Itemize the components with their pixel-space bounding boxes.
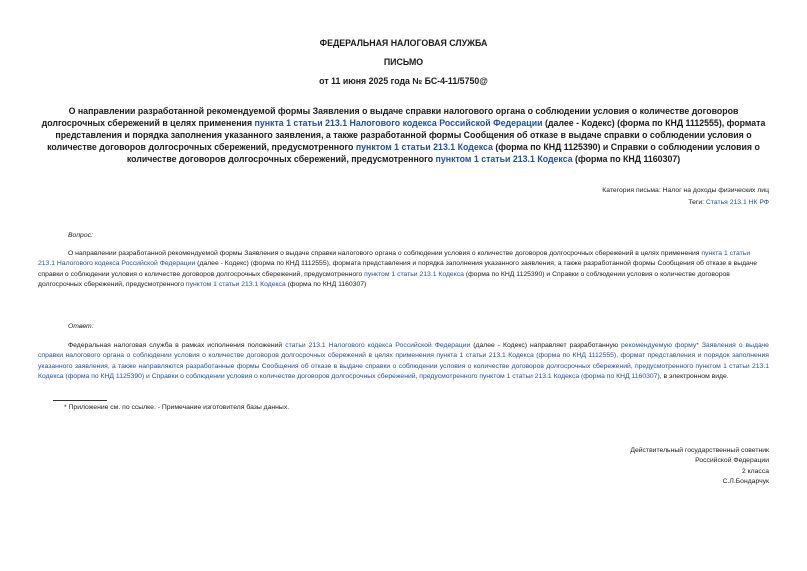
signature-block [630, 446, 769, 488]
answer-link-article-213-1-nk[interactable]: статьи 213.1 Налогового кодекса Российской Федерации [285, 342, 471, 349]
title-text: (форма по КНД 1160307) [572, 154, 681, 164]
question-link-article-213-1[interactable]: пунктом 1 статьи 213.1 Кодекса [364, 270, 464, 278]
footnote-divider [53, 400, 107, 401]
title-link-article-213-1[interactable]: пунктом 1 статьи 213.1 Кодекса [435, 154, 573, 164]
answer-link-recommended-form[interactable]: рекомендуемую форму* Заявления о выдаче справки налогового органа о соблюдении условия о количестве договоров долгосрочных сбережений в целях применения пункта 1 статьи 213.1 Кодекса (форма по КНД 1112555), формат представления и порядок заполнения указанного заявления, а также направляются разработанные формы Сообщения об отказе в выдаче справки о соблюдении условия о количестве договоров долгосрочных сбережений, предусмотренного пунктом 1 статьи 213.1 Кодекса (форма по КНД 1125390) и Справки о соблюдении условия о количестве договоров долгосрочных сбережений, предусмотренного пунктом 1 статьи 213.1 Кодекса (форма по КНД 1160307) [38, 342, 769, 380]
answer-text-part: Федеральная налоговая служба в рамках исполнения положений [68, 342, 286, 349]
title-text: (далее - Кодекс) (форма по КНД 1112555), формата представления и порядка заполнения указанного заявления, а также разработанной формы Сообщения об отказе в выдаче справки о соблюдении условия о количестве договоров долгосрочных сбережений, предусмотренного [47, 118, 766, 152]
title-text: О направлении разработанной рекомендуемой формы Заявления о выдаче справки налогового органа о соблюдении условия о количестве договоров долгосрочных сбережений в целях применения [41, 106, 739, 128]
signatory-name: С.Л.Бондарчук [722, 478, 769, 486]
question-text-part: (форма по КНД 1125390) и Справки о соблюдении условия о количестве договоров долгосрочных сбережений, предусмотренного [38, 270, 730, 288]
agency-name: ФЕДЕРАЛЬНАЯ НАЛОГОВАЯ СЛУЖБА [319, 38, 488, 48]
title-link-article-213-1[interactable]: пунктом 1 статьи 213.1 Кодекса [355, 142, 493, 152]
question-text-part: (форма по КНД 1160307) [285, 280, 367, 288]
answer-label: Ответ: [68, 323, 94, 330]
footnote: * Приложение см. по ссылке. - Примечание изготовителя базы данных. [64, 404, 290, 411]
question-text-part: О направлении разработанной рекомендуемой формы Заявления о выдаче справки налогового органа о соблюдении условия о количестве договоров долгосрочных сбережений в целях применения [68, 250, 702, 257]
question-text-part: (далее - Кодекс) (форма по КНД 1112555), формата представления и порядка заполнения указанного заявления, а также разработанной формы Сообщения об отказе в выдаче справки о соблюдении условия о количестве договоров долгосрочных сбережений, предусмотренного [38, 260, 757, 278]
tags-prefix: Теги: [688, 199, 706, 206]
document-date: от 11 июня 2025 года № БС-4-11/5750@ [319, 76, 488, 86]
title-link-article-213-1-nk[interactable]: пункта 1 статьи 213.1 Налогового кодекса Российской Федерации [254, 118, 543, 128]
question-link-article-213-1-nk[interactable]: пункта 1 статьи 213.1 Налогового кодекса Российской Федерации [38, 250, 751, 268]
letter-category: Категория письма: Налог на доходы физических лиц [602, 187, 769, 194]
question-label: Вопрос: [68, 232, 93, 239]
tag-link[interactable]: Статья 213.1 НК РФ [705, 199, 769, 206]
document-title [38, 105, 769, 165]
signature-title-line: Действительный государственный советник [630, 447, 769, 454]
question-link-article-213-1[interactable]: пунктом 1 статьи 213.1 Кодекса [185, 280, 286, 288]
answer-text-part: (далее - Кодекс) направляет разработанную [470, 342, 622, 349]
question-text [38, 249, 769, 290]
document-type: ПИСЬМО [383, 57, 424, 67]
signature-title-line: 2 класса [741, 467, 769, 475]
signature-title-line: Российской Федерации [695, 457, 769, 465]
answer-text-part: , в электронном виде. [659, 372, 729, 380]
answer-text [38, 341, 769, 382]
title-text: (форма по КНД 1125390) и Справки о соблюдении условия о количестве договоров долгосрочных сбережений, предусмотренного [126, 142, 760, 164]
letter-tags [688, 199, 769, 206]
